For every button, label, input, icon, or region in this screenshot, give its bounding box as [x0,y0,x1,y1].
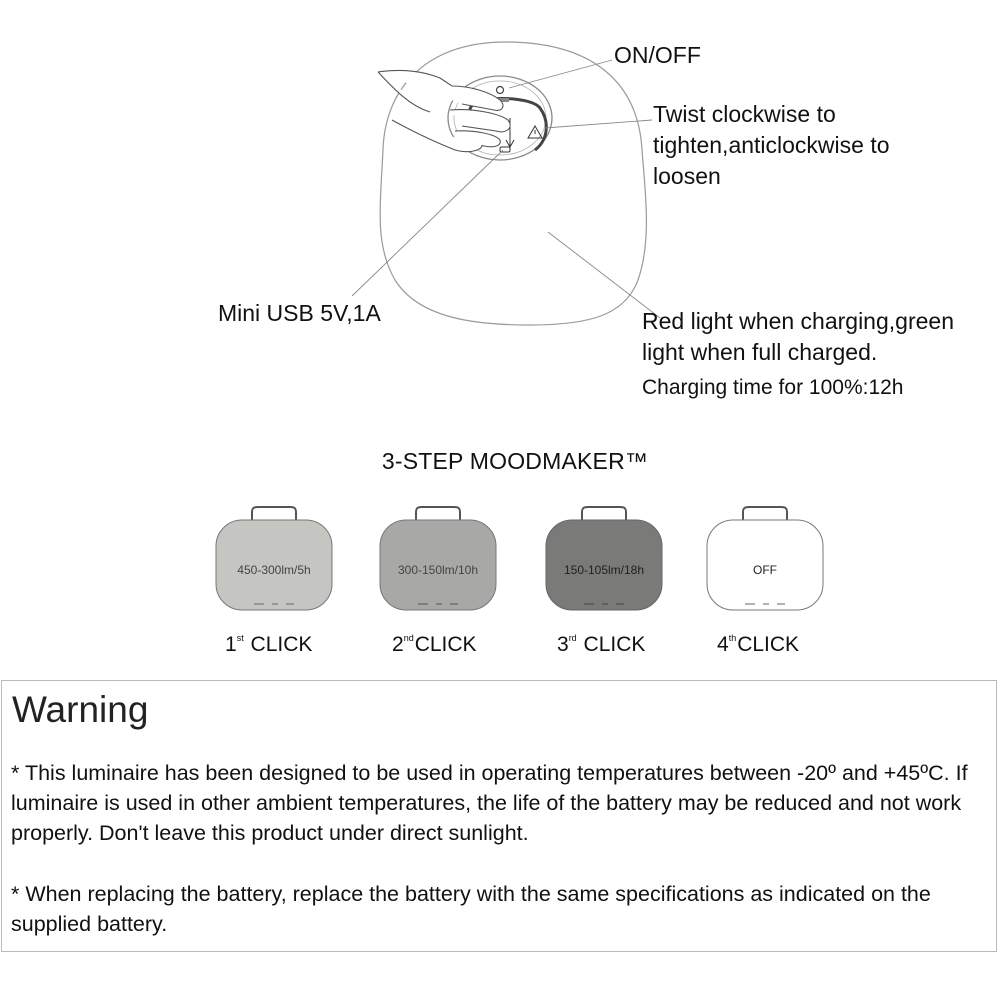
twist-line-3: loosen [653,163,721,189]
click-3-number: 3 [557,633,569,656]
mode-4-lamp [705,506,825,612]
warning-box [1,680,997,952]
twist-line-2: tighten,anticlockwise to [653,132,890,158]
click-1-word: CLICK [244,633,313,656]
click-1-suffix: st [236,633,244,643]
lamp-mode-2-icon [378,506,498,612]
warning-title: Warning [12,689,149,730]
click-4-word: CLICK [737,633,800,656]
twist-line-1: Twist clockwise to [653,101,836,127]
click-4-number: 4 [717,633,729,656]
charging-time-label: Charging time for 100%:12h [642,376,904,399]
mode-2-lamp [378,506,498,612]
twist-instruction-label [653,99,890,192]
click-label-3 [557,633,645,657]
charging-indicator-label [642,306,954,368]
click-3-word: CLICK [577,633,646,656]
click-1-number: 1 [225,633,237,656]
mode-3-text: 150-105lm/18h [563,563,645,577]
lamp-mode-1-icon [214,506,334,612]
click-2-suffix: nd [403,633,414,643]
mode-4-text: OFF [753,563,777,577]
click-label-1 [225,633,312,657]
mode-1-text: 450-300lm/5h [237,563,311,577]
click-label-2 [392,633,477,657]
click-label-4 [717,633,799,657]
usb-label: Mini USB 5V,1A [218,300,381,326]
charging-line-1: Red light when charging,green [642,308,954,334]
click-4-suffix: th [728,633,737,643]
mode-1-lamp [214,506,334,612]
charging-line-2: light when full charged. [642,339,878,365]
click-2-number: 2 [392,633,404,656]
click-2-word: CLICK [414,633,477,656]
warning-paragraph-2: * When replacing the battery, replace the battery with the same specifications as indicated on the supplied battery. [11,882,931,936]
mode-2-text: 300-150lm/10h [397,563,479,577]
on-off-label: ON/OFF [614,42,701,68]
click-3-suffix: rd [568,633,577,643]
lamp-mode-4-icon [705,506,825,612]
lamp-mode-3-icon [544,506,664,612]
warning-paragraph-1: * This luminaire has been designed to be used in operating temperatures between -20º and +45ºC. If luminaire is used in other ambient temperatures, the life of the battery may be reduced and not work properly. Don't leave this product under direct sunlight. [11,761,968,845]
moodmaker-title: 3-STEP MOODMAKER™ [381,448,649,474]
mode-3-lamp [544,506,664,612]
